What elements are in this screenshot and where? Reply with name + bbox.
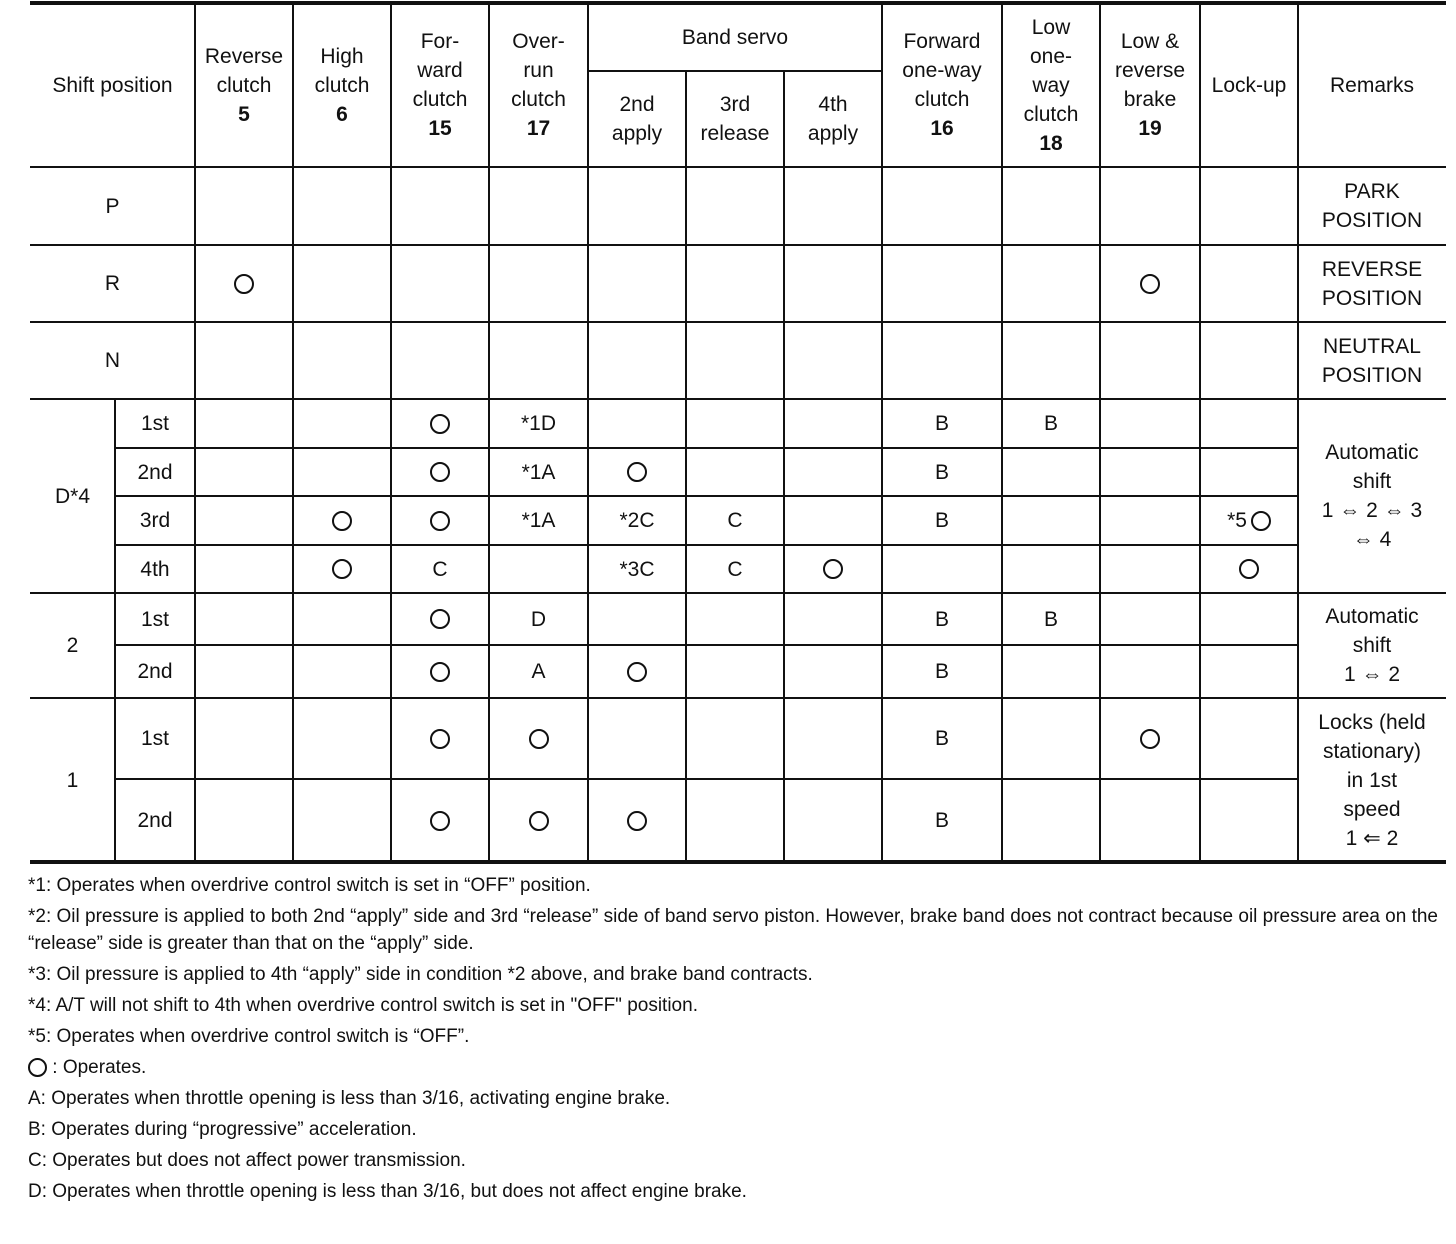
one-2nd-forward-circle (391, 779, 489, 862)
operates-circle-icon (529, 729, 549, 749)
operates-circle-icon (627, 462, 647, 482)
header-reverse-clutch (195, 3, 293, 167)
d4-4th-high-circle (293, 545, 391, 593)
two-sub-1st: 1st (140, 607, 169, 631)
r-low-reverse-brake-circle (1100, 245, 1200, 322)
legend-a: A: Operates when throttle opening is less than 3/16, activating engine brake. (28, 1088, 671, 1109)
two-1st-low-oneway-mark: B (1043, 607, 1058, 631)
two-1st-forward-oneway-mark: B (934, 607, 949, 631)
one-1st-forward-circle (391, 698, 489, 779)
d4-3rd-lockup-note: *5 (1227, 509, 1247, 532)
d4-4th-band-release-mark: C (727, 557, 743, 581)
operates-circle-icon (1239, 559, 1259, 579)
operates-circle-icon (332, 511, 352, 531)
operates-circle-icon (627, 811, 647, 831)
d4-4th-band-apply-mark: *3C (619, 557, 655, 581)
legend-circle-text: : Operates. (52, 1057, 147, 1078)
d4-3rd-lockup-cell (1200, 496, 1298, 545)
two-1st-overrun-mark: D (530, 607, 547, 631)
header-forward-oneway-label: Forward one-way clutch (902, 30, 982, 111)
operates-circle-icon (1140, 729, 1160, 749)
header-overrun-clutch-label: Over- run clutch (511, 30, 566, 111)
operates-circle-icon (1251, 511, 1271, 531)
d4-2nd-forward-circle (391, 448, 489, 496)
remark-reverse: REVERSE POSITION (1321, 257, 1423, 310)
header-forward-clutch-number: 15 (428, 117, 452, 140)
remark-d4: Automatic shift 1 ⇔ 2 ⇔ 3 ⇔ 4 (1321, 441, 1423, 551)
legend-circle (28, 1052, 1448, 1083)
d4-1st-forward-oneway-mark: B (934, 412, 949, 435)
one-sub-2nd: 2nd (137, 809, 173, 832)
operates-circle-icon (430, 414, 450, 434)
header-overrun-clutch-number: 17 (526, 117, 551, 140)
header-lockup: Lock-up (1211, 73, 1287, 97)
header-high-clutch (293, 3, 391, 167)
header-high-clutch-number: 6 (336, 102, 348, 126)
remark-park: PARK POSITION (1321, 180, 1423, 232)
operates-circle-icon (430, 462, 450, 482)
footnote-4: *4: A/T will not shift to 4th when overdrive control switch is set in "OFF" position. (28, 995, 698, 1016)
d4-2nd-band-apply-circle (588, 448, 686, 496)
legend-b: B: Operates during “progressive” acceleration. (28, 1119, 417, 1140)
header-forward-clutch-label: For- ward clutch (412, 30, 468, 111)
footnote-1: *1: Operates when overdrive control switch is set in “OFF” position. (28, 875, 591, 896)
two-1st-forward-circle (391, 593, 489, 645)
operates-circle-icon (430, 729, 450, 749)
two-2nd-forward-oneway-mark: B (934, 660, 949, 683)
d4-3rd-high-circle (293, 496, 391, 545)
two-2nd-overrun-mark: A (531, 660, 546, 683)
one-2nd-band-apply-circle (588, 779, 686, 862)
one-2nd-forward-oneway-mark: B (934, 809, 949, 832)
d4-4th-lockup-circle (1200, 545, 1298, 593)
header-overrun-clutch (489, 3, 588, 167)
one-sub-1st: 1st (140, 727, 169, 750)
d4-sub-3rd: 3rd (139, 509, 171, 532)
header-band-3rd-release: 3rd release (700, 93, 770, 145)
legend-d: D: Operates when throttle opening is less than 3/16, but does not affect engine brake. (28, 1181, 747, 1202)
operates-circle-icon (430, 662, 450, 682)
d4-3rd-forward-circle (391, 496, 489, 545)
operates-circle-icon (430, 609, 450, 629)
two-sub-2nd: 2nd (137, 660, 173, 683)
row-label-n: N (104, 349, 121, 372)
operates-circle-icon (430, 511, 450, 531)
remark-neutral: NEUTRAL POSITION (1321, 334, 1423, 387)
header-high-clutch-label: High clutch (314, 44, 370, 97)
group-label-d4: D*4 (54, 484, 91, 508)
operates-circle-icon (627, 662, 647, 682)
footnote-3: *3: Oil pressure is applied to 4th “apply” side in condition *2 above, and brake band contracts. (28, 964, 813, 985)
group-label-2: 2 (66, 634, 79, 657)
header-band-servo: Band servo (681, 25, 789, 49)
header-low-reverse-brake-number: 19 (1138, 117, 1162, 140)
d4-3rd-band-apply-mark: *2C (619, 509, 655, 532)
operates-circle-icon (332, 559, 352, 579)
header-low-reverse-brake (1100, 3, 1200, 167)
header-forward-oneway-clutch (882, 3, 1002, 167)
d4-1st-forward-circle (391, 399, 489, 448)
d4-2nd-forward-oneway-mark: B (934, 460, 949, 484)
header-low-oneway-number: 18 (1039, 131, 1063, 155)
remark-2: Automatic shift 1 ⇔ 2 (1325, 605, 1419, 686)
operates-circle-icon (430, 811, 450, 831)
d4-3rd-forward-oneway-mark: B (934, 509, 949, 532)
operates-circle-icon (234, 274, 254, 294)
header-remarks: Remarks (1329, 73, 1414, 97)
d4-3rd-overrun-mark: *1A (521, 509, 556, 532)
one-1st-overrun-circle (489, 698, 588, 779)
operates-circle-icon (1140, 274, 1160, 294)
d4-sub-4th: 4th (140, 557, 170, 581)
r-reverse-clutch-circle (195, 245, 293, 322)
header-band-2nd-apply: 2nd apply (611, 93, 663, 145)
row-label-r: R (104, 272, 121, 295)
header-low-oneway-label: Low one- way clutch (1023, 15, 1079, 126)
group-label-1: 1 (66, 768, 79, 792)
header-reverse-clutch-label: Reverse clutch (204, 44, 284, 97)
d4-4th-band-4th-apply-circle (784, 545, 882, 593)
header-low-oneway-clutch (1002, 3, 1100, 167)
d4-2nd-overrun-mark: *1A (521, 460, 556, 484)
legend-c: C: Operates but does not affect power transmission. (28, 1150, 466, 1171)
header-forward-oneway-number: 16 (930, 117, 954, 140)
operates-circle-icon (823, 559, 843, 579)
d4-1st-low-oneway-mark: B (1043, 412, 1058, 435)
one-1st-low-reverse-circle (1100, 698, 1200, 779)
two-2nd-forward-circle (391, 645, 489, 698)
header-shift-position: Shift position (52, 73, 173, 97)
footnote-2: *2: Oil pressure is applied to both 2nd “apply” side and 3rd “release” side of band servo piston. However, brake band does not contract because oil pressure area on the “release” side is greater than that on the “apply” side. (28, 906, 1438, 954)
d4-sub-2nd: 2nd (137, 460, 173, 484)
operates-circle-icon (28, 1058, 47, 1077)
operates-circle-icon (529, 811, 549, 831)
remark-1: Locks (held stationary) in 1st speed 1 ⇐ 2 (1318, 710, 1426, 850)
header-forward-clutch (391, 3, 489, 167)
header-low-reverse-brake-label: Low & reverse brake (1114, 30, 1186, 111)
header-reverse-clutch-number: 5 (238, 102, 250, 126)
one-1st-forward-oneway-mark: B (934, 727, 949, 750)
d4-4th-forward-mark: C (432, 557, 448, 581)
d4-sub-1st: 1st (140, 412, 169, 435)
footnote-5: *5: Operates when overdrive control switch is “OFF”. (28, 1026, 470, 1047)
d4-3rd-band-release-mark: C (727, 509, 743, 532)
footnotes (28, 870, 1448, 1207)
row-label-p: P (105, 194, 120, 218)
header-band-4th-apply: 4th apply (807, 93, 859, 145)
two-2nd-band-apply-circle (588, 645, 686, 698)
one-2nd-overrun-circle (489, 779, 588, 862)
d4-1st-overrun-mark: *1D (520, 412, 557, 435)
